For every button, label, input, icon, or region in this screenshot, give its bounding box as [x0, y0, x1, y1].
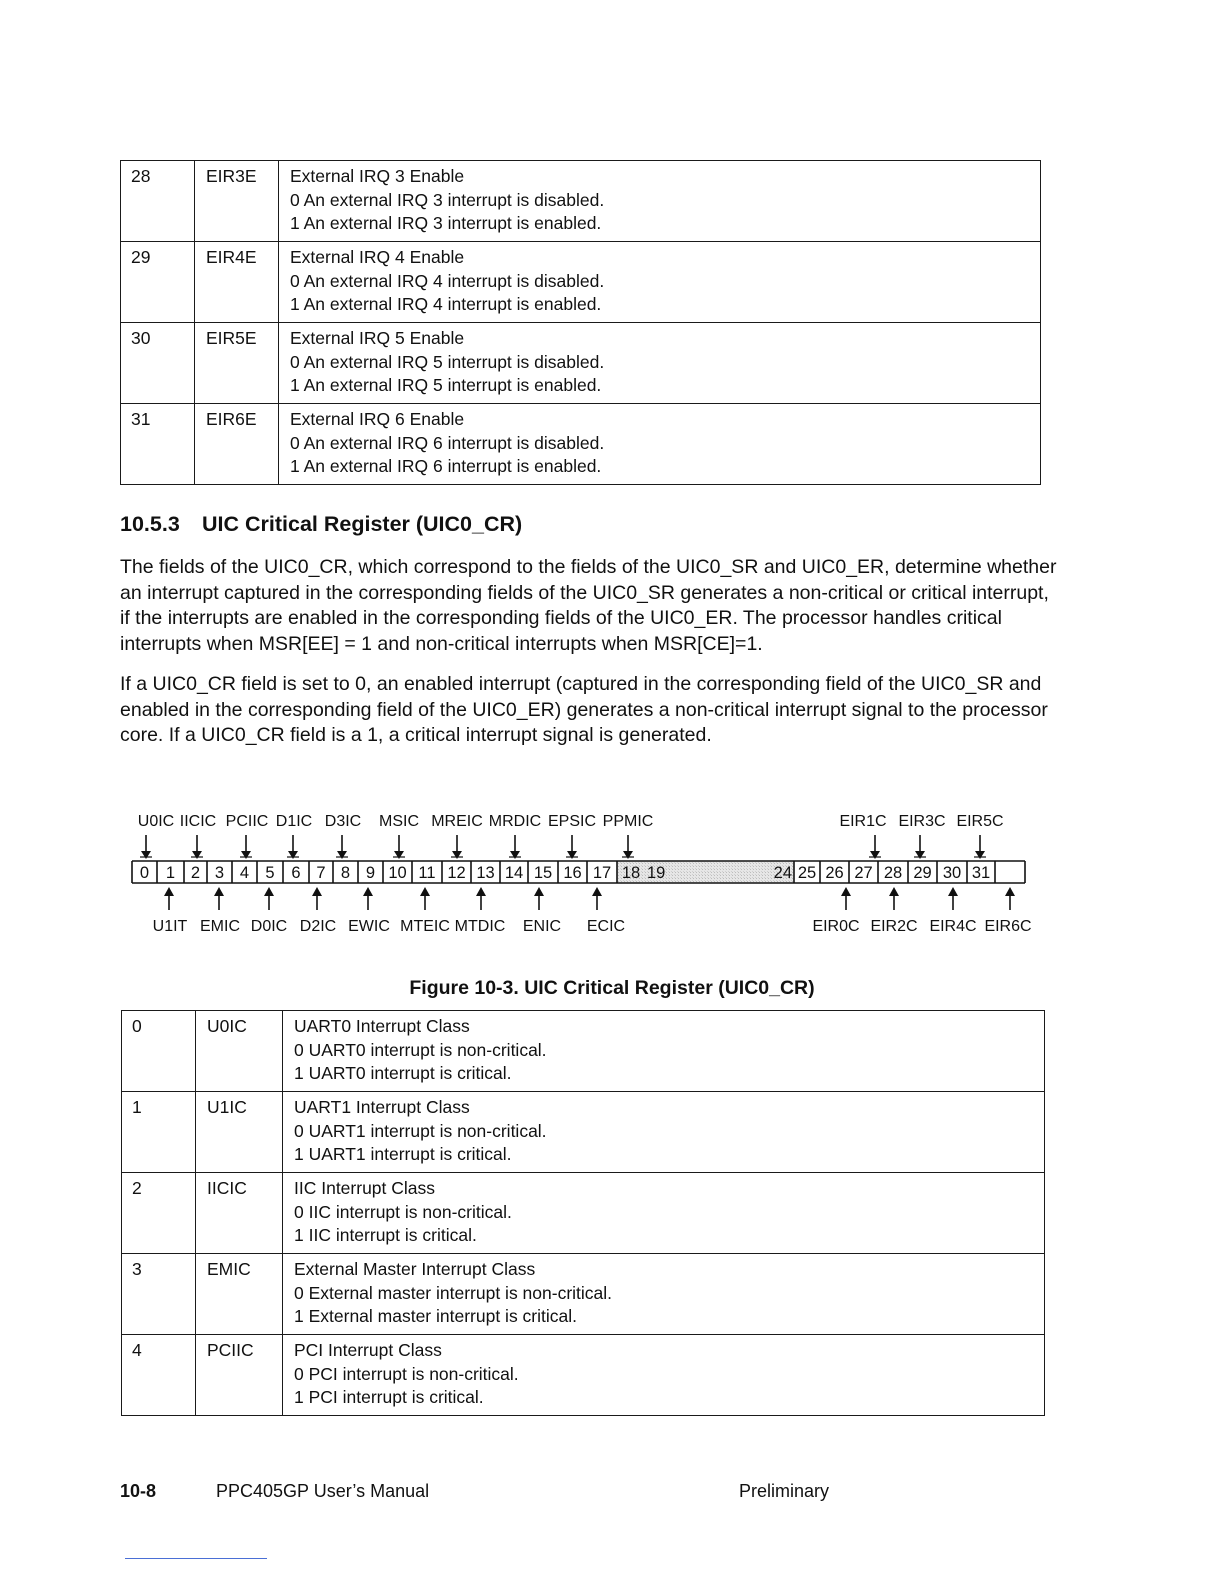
description-value-1: 1 IIC interrupt is critical. — [294, 1225, 477, 1245]
bottom-field-label: EMIC — [200, 918, 240, 935]
down-arrow-head — [975, 851, 985, 859]
top-field-label: D1IC — [275, 813, 313, 830]
down-arrow-head — [192, 851, 202, 859]
register-top-labels — [138, 813, 1004, 830]
description-value-1: 1 An external IRQ 4 interrupt is enabled. — [290, 294, 602, 314]
description-cell — [279, 404, 1041, 485]
bottom-field-label: EIR0C — [812, 918, 860, 935]
field-table-critical-bits — [121, 1010, 1045, 1416]
bit-number: 24 — [773, 864, 792, 882]
description-cell — [283, 1011, 1045, 1092]
field-name-cell: EIR6E — [195, 404, 279, 485]
table-row — [122, 1092, 1045, 1173]
section-heading — [120, 512, 522, 537]
table-row — [121, 404, 1041, 485]
bit-number: 10 — [388, 864, 407, 882]
description-value-0: 0 PCI interrupt is non-critical. — [294, 1363, 519, 1384]
bit-cell: 2 — [122, 1173, 196, 1254]
description-cell — [283, 1173, 1045, 1254]
bit-cell: 4 — [122, 1335, 196, 1416]
bit-number: 4 — [239, 864, 250, 882]
bit-number: 28 — [883, 864, 903, 882]
description-cell — [283, 1335, 1045, 1416]
reserved-bits-shading — [617, 861, 794, 883]
bit-number: 14 — [504, 864, 524, 882]
description-title: External IRQ 5 Enable — [290, 328, 465, 348]
down-arrow-head — [241, 851, 251, 859]
bit-number: 6 — [291, 864, 301, 882]
bit-number: 2 — [190, 864, 201, 882]
description-cell — [279, 242, 1041, 323]
field-name-cell: EIR3E — [195, 161, 279, 242]
top-field-label: EIR3C — [898, 813, 946, 830]
bit-number: 1 — [165, 864, 176, 882]
bit-number: 27 — [854, 864, 873, 882]
bit-number: 15 — [533, 864, 553, 882]
bit-number: 7 — [316, 864, 326, 882]
bit-number: 19 — [647, 864, 666, 882]
description-value-1: 1 An external IRQ 6 interrupt is enabled. — [290, 456, 602, 476]
description-value-0: 0 External master interrupt is non-critical. — [294, 1282, 613, 1303]
field-name-cell: EMIC — [196, 1254, 283, 1335]
footer-status: Preliminary — [739, 1481, 830, 1501]
bit-number: 31 — [971, 864, 991, 882]
body-paragraph: If a UIC0_CR field is set to 0, an enabled interrupt (captured in the corresponding field of the UIC0_SR and enabled in the corresponding field of the UIC0_ER) generates a non-critical interrupt signal to the processor core. If a UIC0_CR field is a 1, a critical interrupt signal is generated. — [120, 673, 1048, 746]
table-row — [121, 161, 1041, 242]
bit-number: 29 — [913, 864, 932, 882]
bit-number: 11 — [418, 864, 436, 882]
description-value-0: 0 IIC interrupt is non-critical. — [294, 1201, 512, 1222]
description-title: External IRQ 4 Enable — [290, 247, 465, 267]
description-value-0: 0 UART1 interrupt is non-critical. — [294, 1120, 547, 1141]
bit-cell: 1 — [122, 1092, 196, 1173]
down-arrow-head — [915, 851, 925, 859]
description-cell — [279, 323, 1041, 404]
top-field-label: EIR5C — [956, 813, 1004, 830]
bottom-field-label: D0IC — [250, 918, 288, 935]
footer-manual-title: PPC405GP User’s Manual — [216, 1481, 430, 1501]
description-value-1: 1 PCI interrupt is critical. — [294, 1387, 484, 1407]
bit-cell: 30 — [121, 323, 195, 404]
bottom-field-label: EIR6C — [984, 918, 1032, 935]
field-table-enable-bits — [120, 160, 1041, 485]
description-value-1: 1 An external IRQ 5 interrupt is enabled. — [290, 375, 602, 395]
body-paragraph: The fields of the UIC0_CR, which correspond to the fields of the UIC0_SR and UIC0_ER, determine whether an interrupt captured in the corresponding fields of the UIC0_SR generates a non-critical or critical interrupt, if the interrupts are enabled in the corresponding fields of the UIC0_ER. The processor handles critical interrupts when MSR[EE] = 1 and non-critical interrupts when MSR[CE]=1. — [120, 556, 1057, 655]
bottom-field-label: EIR4C — [929, 918, 977, 935]
description-value-1: 1 An external IRQ 3 interrupt is enabled. — [290, 213, 602, 233]
bit-cell: 0 — [122, 1011, 196, 1092]
bottom-field-label: ENIC — [522, 918, 562, 935]
field-name-cell: PCIIC — [196, 1335, 283, 1416]
bit-number: 8 — [340, 864, 351, 882]
bit-cell: 3 — [122, 1254, 196, 1335]
top-field-label: PPMIC — [602, 813, 654, 830]
description-value-0: 0 An external IRQ 4 interrupt is disabled. — [290, 270, 605, 291]
down-arrow-head — [623, 851, 633, 859]
section-title: UIC Critical Register (UIC0_CR) — [202, 512, 523, 536]
bottom-field-label: U1IT — [152, 918, 188, 935]
description-value-0: 0 An external IRQ 6 interrupt is disabled. — [290, 432, 605, 453]
bit-number: 18 — [621, 864, 641, 882]
description-title: External IRQ 3 Enable — [290, 166, 465, 186]
bottom-field-label: ECIC — [586, 918, 626, 935]
down-arrow-head — [141, 851, 151, 859]
field-name-cell: U0IC — [196, 1011, 283, 1092]
top-field-label: MRDIC — [488, 813, 542, 830]
description-cell — [279, 161, 1041, 242]
bit-number: 25 — [797, 864, 817, 882]
top-field-label: U0IC — [137, 813, 175, 830]
field-name-cell: U1IC — [196, 1092, 283, 1173]
bottom-field-label: MTDIC — [454, 918, 506, 935]
description-value-0: 0 UART0 interrupt is non-critical. — [294, 1039, 547, 1060]
bit-number: 16 — [563, 864, 582, 882]
top-field-label: D3IC — [324, 813, 362, 830]
section-number: 10.5.3 — [120, 512, 180, 536]
bit-cell: 31 — [121, 404, 195, 485]
down-arrow-head — [567, 851, 577, 859]
down-arrow-head — [337, 851, 347, 859]
bit-number: 13 — [476, 864, 495, 882]
description-cell — [283, 1092, 1045, 1173]
bit-number: 3 — [214, 864, 225, 882]
field-name-cell: IICIC — [196, 1173, 283, 1254]
description-title: PCI Interrupt Class — [294, 1340, 442, 1360]
bottom-field-label: EWIC — [348, 918, 390, 935]
figure-caption-text: Figure 10-3. UIC Critical Register (UIC0_CR) — [409, 977, 815, 999]
bit-number: 30 — [942, 864, 962, 882]
top-field-label: MREIC — [431, 813, 483, 830]
description-title: UART0 Interrupt Class — [294, 1016, 470, 1036]
register-bottom-labels — [153, 918, 1032, 935]
bit-number: 26 — [825, 864, 844, 882]
register-bit-diagram — [0, 800, 1224, 950]
field-name-cell: EIR5E — [195, 323, 279, 404]
table-row — [122, 1011, 1045, 1092]
bit-cell: 28 — [121, 161, 195, 242]
bottom-field-label: MTEIC — [400, 918, 450, 935]
down-arrow-head — [288, 851, 298, 859]
description-title: IIC Interrupt Class — [294, 1178, 436, 1198]
table-row — [122, 1335, 1045, 1416]
top-field-label: EIR1C — [839, 813, 887, 830]
bottom-field-label: EIR2C — [870, 918, 918, 935]
register-bit-cells — [132, 861, 1025, 883]
description-value-1: 1 External master interrupt is critical. — [294, 1306, 578, 1326]
field-name-cell: EIR4E — [195, 242, 279, 323]
top-field-label: IICIC — [179, 813, 217, 830]
footer-page-number: 10-8 — [120, 1481, 157, 1501]
description-title: UART1 Interrupt Class — [294, 1097, 470, 1117]
down-arrow-head — [394, 851, 404, 859]
description-value-0: 0 An external IRQ 5 interrupt is disabled. — [290, 351, 605, 372]
figure-caption — [0, 977, 1224, 1000]
bit-cell: 29 — [121, 242, 195, 323]
bit-number: 5 — [265, 864, 275, 882]
table-row — [121, 242, 1041, 323]
description-title: External IRQ 6 Enable — [290, 409, 465, 429]
table-row — [121, 323, 1041, 404]
reserved-bits-region — [617, 861, 794, 883]
top-field-label: PCIIC — [225, 813, 269, 830]
bit-number: 17 — [592, 864, 612, 882]
bit-number: 12 — [447, 864, 466, 882]
down-arrow-head — [452, 851, 462, 859]
bottom-rule — [125, 1558, 267, 1559]
bottom-field-label: D2IC — [299, 918, 337, 935]
description-value-0: 0 An external IRQ 3 interrupt is disabled. — [290, 189, 605, 210]
table-row — [122, 1254, 1045, 1335]
bit-number: 9 — [365, 864, 376, 882]
down-arrow-head — [870, 851, 880, 859]
table-row — [122, 1173, 1045, 1254]
description-value-1: 1 UART0 interrupt is critical. — [294, 1063, 512, 1083]
top-field-label: EPSIC — [547, 813, 597, 830]
description-title: External Master Interrupt Class — [294, 1259, 536, 1279]
top-field-label: MSIC — [379, 813, 419, 830]
description-cell — [283, 1254, 1045, 1335]
bit-number: 0 — [139, 864, 150, 882]
description-value-1: 1 UART1 interrupt is critical. — [294, 1144, 512, 1164]
down-arrow-head — [510, 851, 520, 859]
